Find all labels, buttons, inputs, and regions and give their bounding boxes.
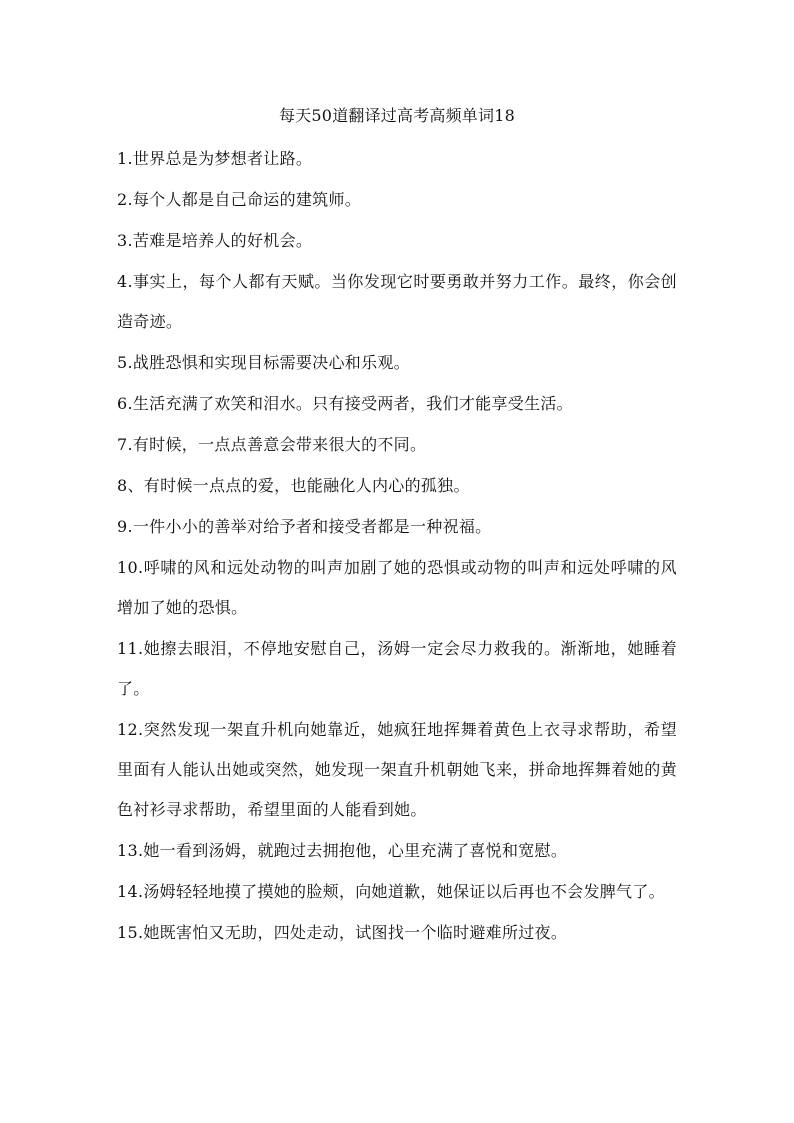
list-item: 5.战胜恐惧和实现目标需要决心和乐观。 <box>117 353 410 372</box>
list-item: 6.生活充满了欢笑和泪水。只有接受两者，我们才能享受生活。 <box>117 394 573 413</box>
list-item: 12.突然发现一架直升机向她靠近，她疯狂地挥舞着黄色上衣寻求帮助，希望里面有人能认出她或突然，她发现一架直升机朝她飞来，拼命地挥舞着她的黄色衬衫寻求帮助，希望里面的人能看到她。 <box>117 720 677 819</box>
list-item: 8、有时候一点点的爱，也能融化人内心的孤独。 <box>117 476 470 495</box>
list-item: 13.她一看到汤姆，就跑过去拥抱他，心里充满了喜悦和宽慰。 <box>117 841 568 860</box>
sentence-list <box>117 143 677 958</box>
list-item: 2.每个人都是自己命运的建筑师。 <box>117 190 362 209</box>
list-item: 10.呼啸的风和远处动物的叫声加剧了她的恐惧或动物的叫声和远处呼啸的风增加了她的恐惧。 <box>117 558 677 617</box>
list-item: 14.汤姆轻轻地摸了摸她的脸颊，向她道歉，她保证以后再也不会发脾气了。 <box>117 882 665 901</box>
list-item: 9.一件小小的善举对给予者和接受者都是一种祝福。 <box>117 517 492 536</box>
list-item: 4.事实上，每个人都有天赋。当你发现它时要勇敢并努力工作。最终，你会创造奇迹。 <box>117 272 677 331</box>
document-title: 每天50道翻译过高考高频单词18 <box>279 106 515 125</box>
list-item: 1.世界总是为梦想者让路。 <box>117 149 313 168</box>
list-item: 3.苦难是培养人的好机会。 <box>117 231 313 250</box>
list-item: 7.有时候，一点点善意会带来很大的不同。 <box>117 435 427 454</box>
list-item: 11.她擦去眼泪，不停地安慰自己，汤姆一定会尽力救我的。渐渐地，她睡着了。 <box>117 639 677 698</box>
list-item: 15.她既害怕又无助，四处走动，试图找一个临时避难所过夜。 <box>117 923 568 942</box>
